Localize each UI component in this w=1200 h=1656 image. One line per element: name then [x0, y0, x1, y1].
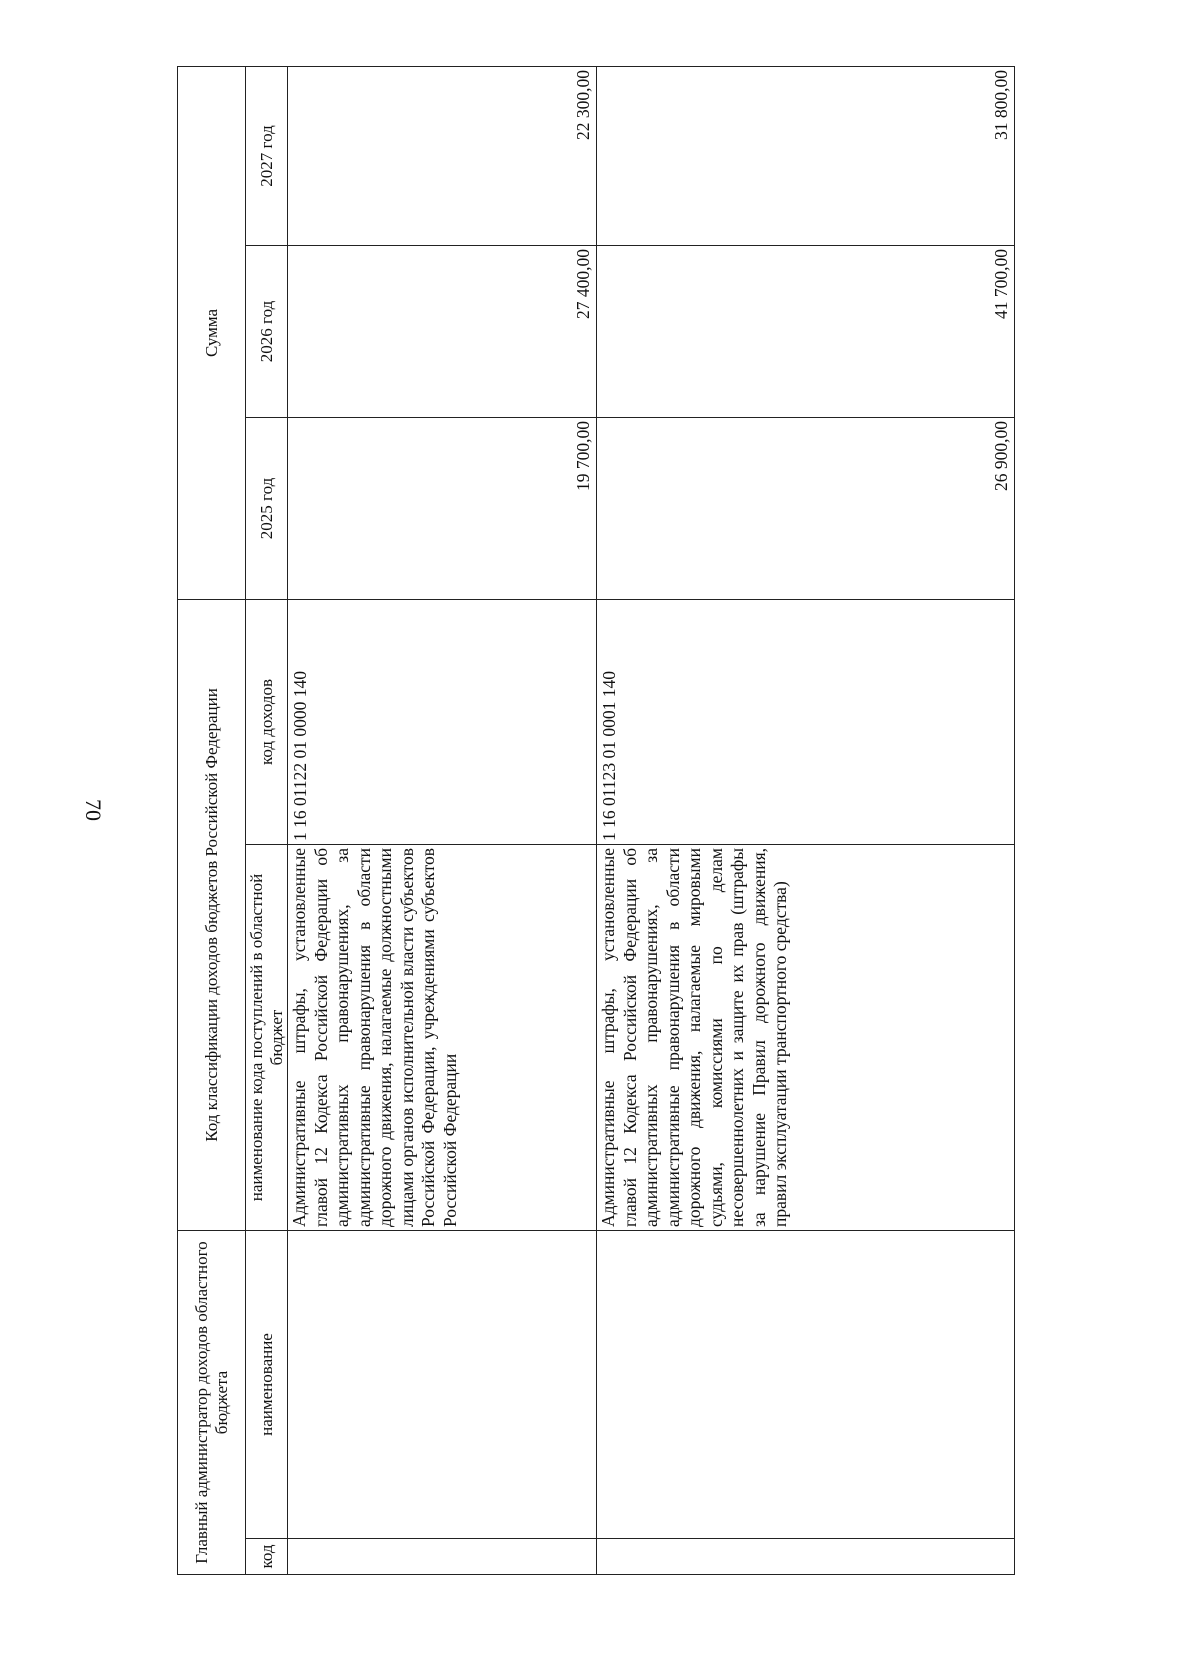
admin-name-cell: [597, 1231, 1015, 1539]
header-admin-group: Главный администратор доходов областного бюджета: [178, 1231, 246, 1575]
header-year-2025: 2025 год: [246, 417, 288, 599]
amount-2027-cell: 31 800,00: [597, 66, 1015, 245]
rotated-page-content: [177, 67, 1014, 1575]
admin-code-cell: [288, 1539, 597, 1575]
description-cell: Административные штрафы, установленные главой 12 Кодекса Российской Федерации об административных правонарушениях, за административные правонарушения в области дорожного движения, налагаемые мировыми судьями, комиссиями по делам несовершеннолетних и защите их прав (штрафы за нарушение Правил дорожного движения, правил эксплуатации транспортного средства): [597, 845, 1015, 1231]
admin-code-cell: [597, 1539, 1015, 1575]
page-number: 70: [81, 799, 106, 821]
income-table: [177, 66, 1015, 1575]
admin-name-cell: [288, 1231, 597, 1539]
description-cell: Административные штрафы, установленные главой 12 Кодекса Российской Федерации об административных правонарушениях, за административные правонарушения в области дорожного движения, налагаемые должностными лицами органов исполнительной власти субъектов Российской Федерации, учреждениями субъектов Российской Федерации: [288, 845, 597, 1231]
income-code-cell: 1 16 01122 01 0000 140: [288, 599, 597, 844]
table-row: [597, 66, 1015, 1574]
header-code: код: [246, 1539, 288, 1575]
header-name: наименование: [246, 1231, 288, 1539]
header-year-2026: 2026 год: [246, 245, 288, 417]
header-classification-group: Код классификации доходов бюджетов Российской Федерации: [178, 599, 246, 1230]
amount-2025-cell: 26 900,00: [597, 417, 1015, 599]
amount-2025-cell: 19 700,00: [288, 417, 597, 599]
header-income-code: код доходов: [246, 599, 288, 844]
header-year-2027: 2027 год: [246, 66, 288, 245]
amount-2026-cell: 27 400,00: [288, 245, 597, 417]
amount-2026-cell: 41 700,00: [597, 245, 1015, 417]
table-row: [288, 66, 597, 1574]
income-code-cell: 1 16 01123 01 0001 140: [597, 599, 1015, 844]
header-sum-group: Сумма: [178, 66, 246, 599]
amount-2027-cell: 22 300,00: [288, 66, 597, 245]
header-income-name: наименование кода поступлений в областной бюджет: [246, 845, 288, 1231]
